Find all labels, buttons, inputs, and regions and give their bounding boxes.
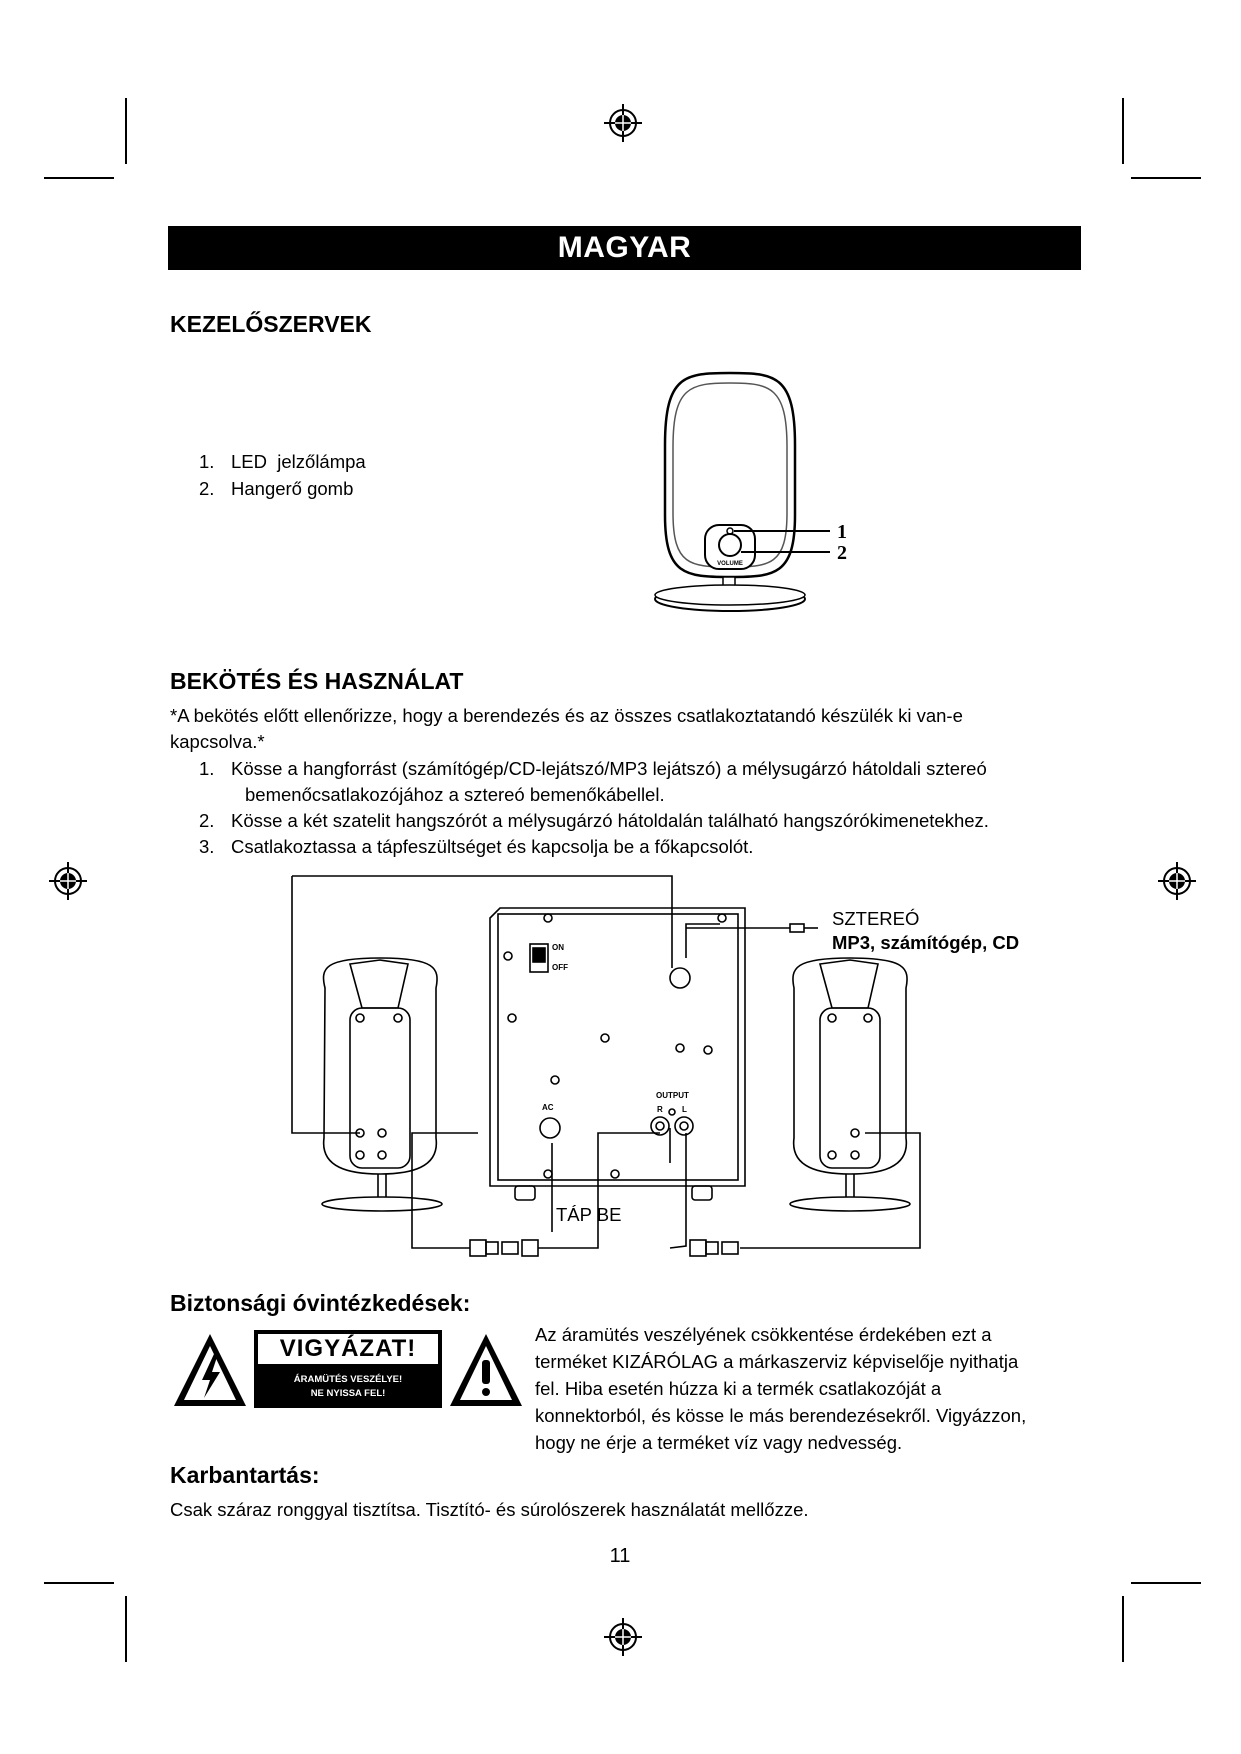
connection-note: kapcsolva.* bbox=[170, 731, 265, 752]
controls-item-number: 2. bbox=[199, 478, 215, 499]
exclamation-warning-icon bbox=[448, 1330, 524, 1408]
connection-note: *A bekötés előtt ellenőrizze, hogy a berendezés és az összes csatlakoztatandó készülék ki van-e bbox=[170, 705, 963, 726]
step-2-text: Kösse a két szatelit hangszórót a mélysugárzó hátoldalán található hangszórókimenetekhez. bbox=[231, 810, 989, 831]
controls-item-volume: Hangerő gomb bbox=[231, 478, 354, 499]
safety-text-line: hogy ne érje a terméket víz vagy nedvesség. bbox=[535, 1432, 903, 1453]
crop-mark bbox=[1131, 1582, 1201, 1584]
source-label: MP3, számítógép, CD bbox=[832, 932, 1020, 953]
crop-mark bbox=[44, 177, 114, 179]
electric-shock-warning-icon bbox=[172, 1330, 248, 1408]
stereo-label: SZTEREÓ bbox=[832, 908, 920, 929]
output-l-label: L bbox=[682, 1105, 687, 1114]
caution-sign-line: NE NYISSA FEL! bbox=[310, 1388, 386, 1399]
switch-off-label: OFF bbox=[552, 963, 568, 972]
crop-mark bbox=[1131, 177, 1201, 179]
step-number: 1. bbox=[199, 758, 215, 779]
connection-heading: BEKÖTÉS ÉS HASZNÁLAT bbox=[170, 668, 464, 694]
safety-text-line: Az áramütés veszélyének csökkentése érdekében ezt a bbox=[535, 1324, 992, 1345]
step-1-text: Kösse a hangforrást (számítógép/CD-lejátszó/MP3 lejátszó) a mélysugárzó hátoldali sztereó bbox=[231, 758, 987, 779]
crop-mark bbox=[125, 1596, 127, 1662]
power-label: TÁP BE bbox=[556, 1204, 622, 1225]
safety-text-line: terméket KIZÁRÓLAG a márkaszerviz képviselője nyithatja bbox=[535, 1351, 1019, 1372]
controls-item-number: 1. bbox=[199, 451, 215, 472]
safety-text-line: fel. Hiba esetén húzza ki a termék csatlakozóját a bbox=[535, 1378, 942, 1399]
output-label: OUTPUT bbox=[656, 1091, 689, 1100]
output-r-label: R bbox=[657, 1105, 663, 1114]
registration-mark-icon bbox=[603, 103, 643, 143]
switch-on-label: ON bbox=[552, 943, 564, 952]
ac-label: AC bbox=[542, 1103, 554, 1112]
callout-1: 1 bbox=[837, 521, 847, 543]
language-banner: MAGYAR bbox=[168, 226, 1081, 270]
safety-text-line: konnektorból, és kösse le más berendezésekről. Vigyázzon, bbox=[535, 1405, 1027, 1426]
controls-heading: KEZELŐSZERVEK bbox=[170, 311, 372, 337]
caution-sign bbox=[254, 1330, 442, 1408]
registration-mark-icon bbox=[1157, 861, 1197, 901]
controls-item-led: LED jelzőlámpa bbox=[231, 451, 366, 472]
maintenance-text: Csak száraz ronggyal tisztítsa. Tisztító- és súrolószerek használatát mellőzze. bbox=[170, 1499, 809, 1520]
volume-knob-label: VOLUME bbox=[717, 561, 743, 567]
caution-sign-title: VIGYÁZAT! bbox=[258, 1334, 438, 1364]
registration-mark-icon bbox=[48, 861, 88, 901]
crop-mark bbox=[44, 1582, 114, 1584]
crop-mark bbox=[1122, 1596, 1124, 1662]
callout-2: 2 bbox=[837, 542, 847, 564]
satellite-speaker-front-figure bbox=[645, 365, 875, 625]
caution-sign-line: ÁRAMÜTÉS VESZÉLYE! bbox=[293, 1374, 403, 1385]
registration-mark-icon bbox=[603, 1617, 643, 1657]
crop-mark bbox=[1122, 98, 1124, 164]
page-number: 11 bbox=[609, 1545, 631, 1567]
step-3-text: Csatlakoztassa a tápfeszültséget és kapcsolja be a főkapcsolót. bbox=[231, 836, 754, 857]
maintenance-heading: Karbantartás: bbox=[170, 1462, 320, 1488]
crop-mark bbox=[125, 98, 127, 164]
step-1-text: bemenőcsatlakozójához a sztereó bemenőkábellel. bbox=[245, 784, 665, 805]
step-number: 3. bbox=[199, 836, 215, 857]
safety-heading: Biztonsági óvintézkedések: bbox=[170, 1290, 471, 1316]
step-number: 2. bbox=[199, 810, 215, 831]
